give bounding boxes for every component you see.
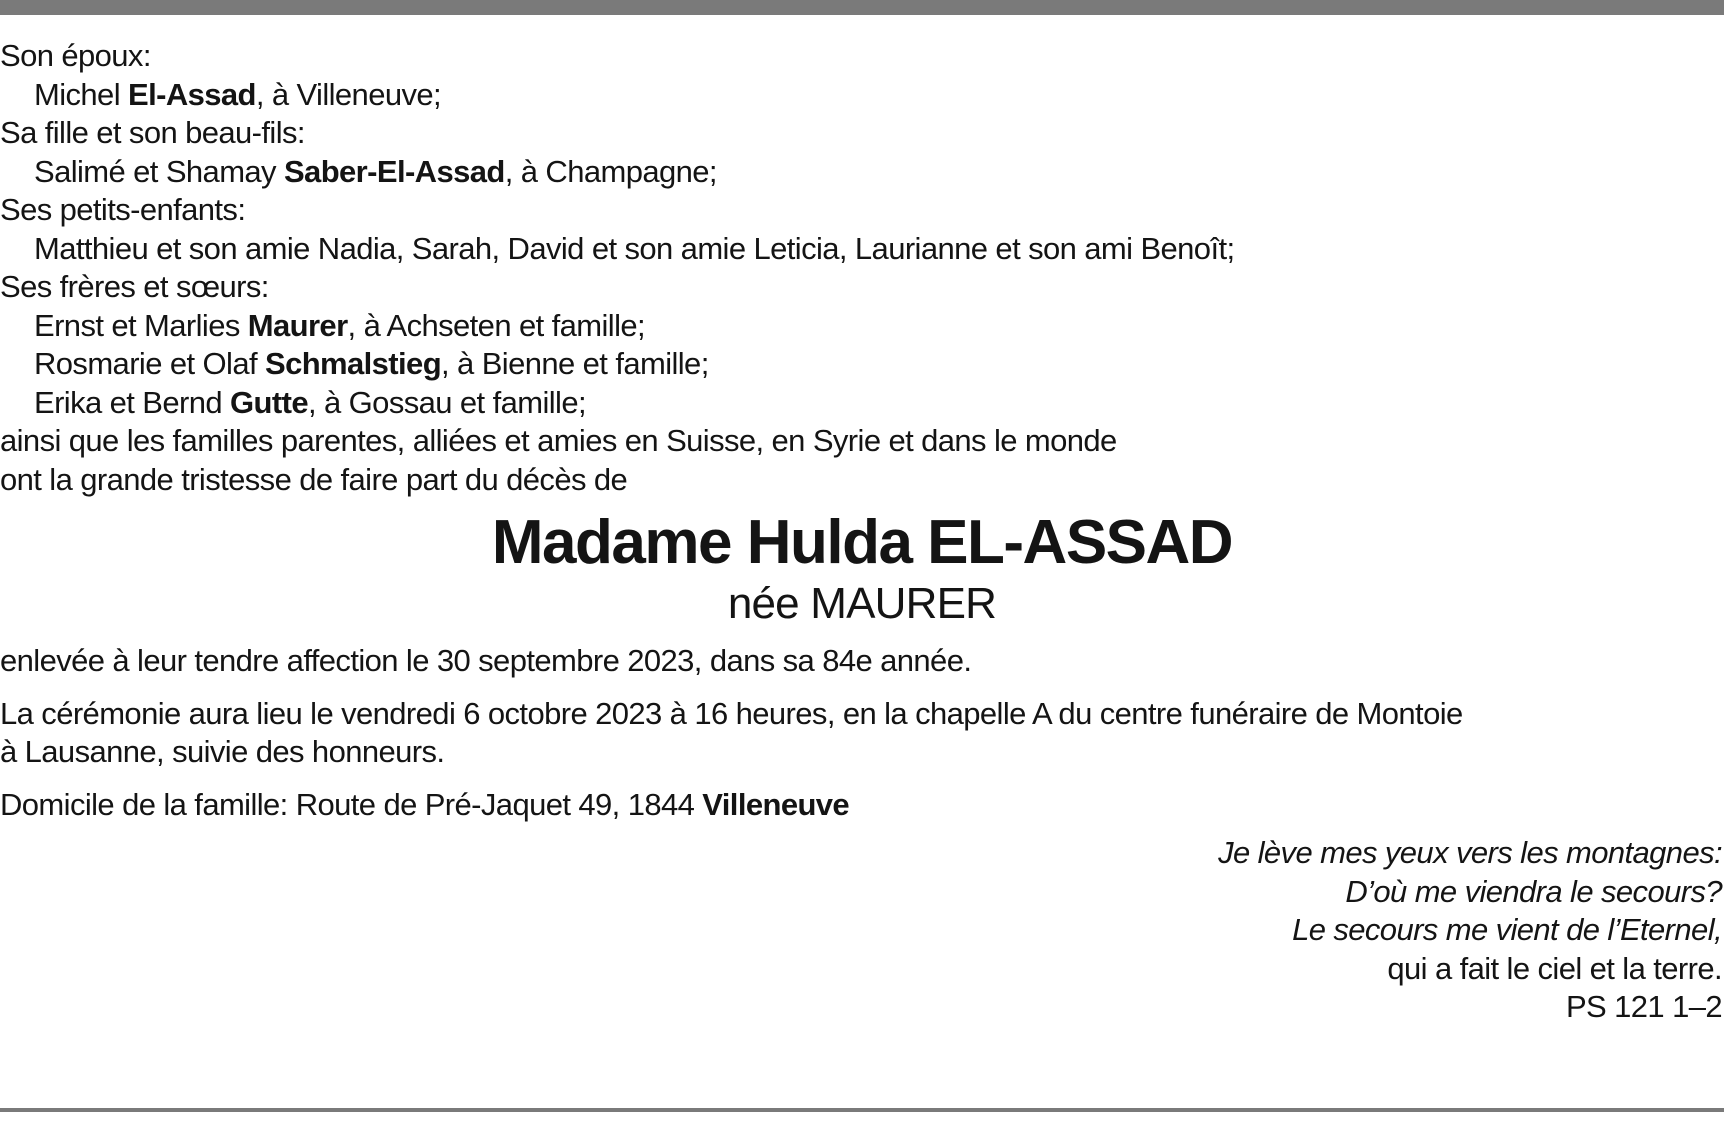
sibling-surname: Schmalstieg [265, 346, 442, 381]
ceremony-line: à Lausanne, suivie des honneurs. [0, 734, 445, 769]
sibling-surname: Maurer [247, 307, 348, 343]
obituary-notice [0, 37, 1724, 1027]
bottom-border-rule [0, 1108, 1724, 1112]
sibling-entry: Rosmarie et Olaf Schmalstieg, à Bienne et famille; [34, 346, 709, 381]
daughter-surname: Saber-El-Assad [283, 153, 505, 189]
sibling-entry: Ernst et Marlies Maurer, à Achseten et famille; [34, 307, 646, 343]
psalm-verse [0, 834, 1722, 1027]
sibling-entry: Erika et Bernd Gutte, à Gossau et famille; [34, 384, 586, 420]
spouse-entry: Michel El-Assad, à Villeneuve; [34, 76, 442, 112]
deceased-name: Madame Hulda EL-ASSAD [491, 508, 1233, 577]
domicile-town: Villeneuve [702, 786, 850, 822]
ceremony-details [0, 695, 1724, 772]
grandchildren-heading: Ses petits-enfants: [0, 192, 246, 227]
grandchildren-entry: Matthieu et son amie Nadia, Sarah, David et son amie Leticia, Laurianne et son ami Benoît; [34, 230, 1235, 266]
verse-line: qui a fait le ciel et la terre. [1387, 950, 1722, 986]
relatives-line: ainsi que les familles parentes, alliées et amies en Suisse, en Syrie et dans le monde [0, 423, 1117, 458]
ceremony-line: La cérémonie aura lieu le vendredi 6 octobre 2023 à 16 heures, en la chapelle A du centre funéraire de Montoie [0, 695, 1463, 731]
daughter-entry: Salimé et Shamay Saber-El-Assad, à Champagne; [34, 153, 717, 189]
top-border-rule [0, 0, 1724, 15]
spouse-surname: El-Assad [128, 76, 256, 112]
deceased-block [0, 506, 1724, 628]
daughter-heading: Sa fille et son beau-fils: [0, 115, 305, 150]
sibling-surname: Gutte [230, 384, 308, 420]
announcement-line: ont la grande tristesse de faire part du décès de [0, 461, 628, 497]
verse-reference: PS 121 1–2 [1565, 989, 1722, 1024]
family-domicile: Domicile de la famille: Route de Pré-Jaquet 49, 1844 Villeneuve [0, 786, 850, 822]
verse-line: D’où me viendra le secours? [1345, 873, 1722, 909]
passing-statement: enlevée à leur tendre affection le 30 septembre 2023, dans sa 84e année. [0, 643, 972, 678]
verse-line: Le secours me vient de l’Eternel, [1292, 912, 1722, 947]
deceased-maiden-name: née MAURER [727, 579, 997, 628]
siblings-heading: Ses frères et sœurs: [0, 269, 269, 304]
spouse-heading: Son époux: [0, 38, 151, 73]
verse-line: Je lève mes yeux vers les montagnes: [1218, 835, 1722, 870]
